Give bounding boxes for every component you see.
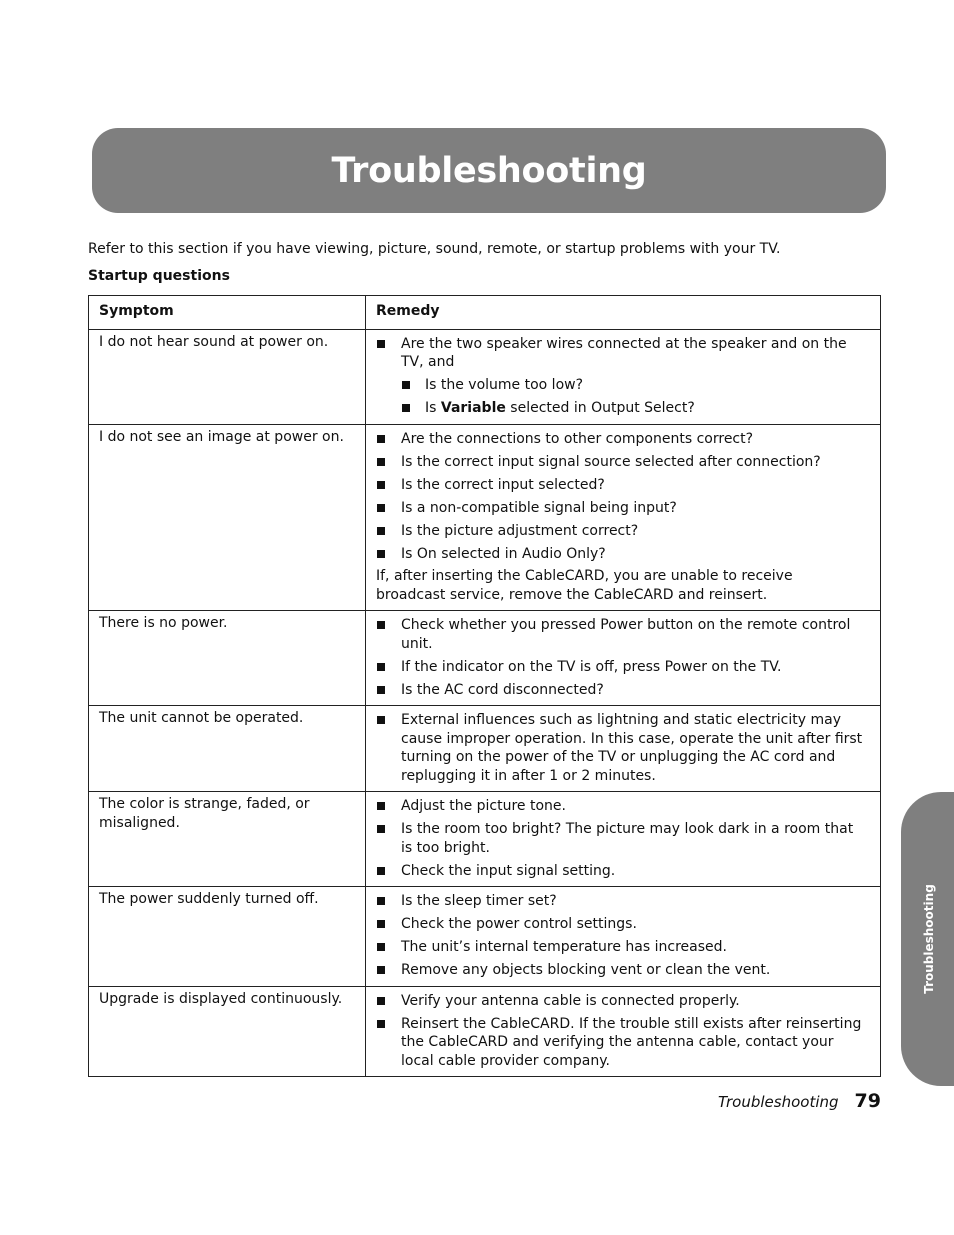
remedy-list (376, 797, 866, 880)
square-bullet-icon (377, 504, 385, 512)
remedy-item-text: Verify your antenna cable is connected properly. (401, 992, 740, 1009)
page-footer (718, 1090, 881, 1112)
remedy-item (376, 1015, 866, 1071)
remedy-cell (366, 611, 881, 706)
remedy-item (376, 711, 866, 785)
remedy-list (376, 430, 866, 564)
remedy-item (376, 476, 866, 495)
side-tab (901, 792, 954, 1086)
remedy-cell (366, 792, 881, 887)
remedy-list (376, 616, 866, 699)
remedy-item-text: External influences such as lightning and static electricity may cause improper operation. In this case, operate the unit after first turning on the power of the TV or unplugging the AC cord and replugging it in after 1 or 2 minutes. (401, 712, 863, 784)
remedy-sub-item (376, 399, 866, 418)
remedy-item-text: Is the correct input signal source selected after connection? (401, 453, 821, 470)
symptom-cell: There is no power. (89, 611, 366, 706)
remedy-item-text: Reinsert the CableCARD. If the trouble still exists after reinserting the CableCARD and verifying the antenna cable, contact your local cable provider company. (401, 1015, 862, 1069)
square-bullet-icon (377, 897, 385, 905)
remedy-item-text: Is a non-compatible signal being input? (401, 499, 677, 516)
troubleshooting-table (88, 295, 881, 1077)
remedy-item-text: Are the two speaker wires connected at the speaker and on the TV, and (401, 335, 847, 370)
square-bullet-icon (377, 825, 385, 833)
intro-text: Refer to this section if you have viewing, picture, sound, remote, or startup problems with your TV. (88, 241, 781, 257)
remedy-item-text: Is the correct input selected? (401, 476, 605, 493)
remedy-item (376, 499, 866, 518)
remedy-item (376, 992, 866, 1011)
title-banner (92, 128, 886, 213)
remedy-item (376, 616, 866, 653)
remedy-item (376, 820, 866, 857)
remedy-item-text: Is the picture adjustment correct? (401, 522, 639, 539)
remedy-item (376, 938, 866, 957)
square-bullet-icon (377, 716, 385, 724)
symptom-cell: The power suddenly turned off. (89, 887, 366, 987)
remedy-item-text: The unit’s internal temperature has increased. (401, 939, 727, 955)
table-row (89, 611, 881, 706)
remedy-item (376, 961, 866, 980)
symptom-cell: The unit cannot be operated. (89, 706, 366, 792)
table-body (89, 329, 881, 1077)
symptom-cell: I do not hear sound at power on. (89, 329, 366, 424)
remedy-item (376, 862, 866, 881)
remedy-list (376, 892, 866, 980)
square-bullet-icon (377, 686, 385, 694)
remedy-list (376, 992, 866, 1071)
remedy-sub-item-text: Is the volume too low? (425, 377, 584, 393)
square-bullet-icon (377, 550, 385, 558)
remedy-item-text: Adjust the picture tone. (401, 798, 566, 814)
square-bullet-icon (402, 404, 410, 412)
remedy-cell (366, 706, 881, 792)
remedy-item (376, 892, 866, 911)
remedy-item-text: Check whether you pressed Power button on the remote control unit. (401, 617, 851, 652)
remedy-item (376, 522, 866, 541)
remedy-item-text: Is the room too bright? The picture may look dark in a room that is too bright. (401, 821, 854, 856)
remedy-item-text: Is the sleep timer set? (401, 893, 557, 909)
square-bullet-icon (377, 867, 385, 875)
table-row (89, 706, 881, 792)
remedy-sub-item-text-end: selected in Output Select? (505, 400, 695, 416)
remedy-column-header: Remedy (366, 296, 881, 330)
remedy-item (376, 335, 866, 372)
remedy-item-text: Remove any objects blocking vent or clean the vent. (401, 962, 771, 978)
table-row (89, 329, 881, 424)
square-bullet-icon (377, 802, 385, 810)
remedy-item (376, 545, 866, 564)
remedy-cell (366, 329, 881, 424)
remedy-item (376, 453, 866, 472)
remedy-sub-list (376, 376, 866, 418)
table-header-row (89, 296, 881, 330)
square-bullet-icon (377, 458, 385, 466)
table-row (89, 986, 881, 1077)
symptom-cell: Upgrade is displayed continuously. (89, 986, 366, 1077)
remedy-sub-item (376, 376, 866, 395)
square-bullet-icon (377, 920, 385, 928)
remedy-item-text: Is On selected in Audio Only? (401, 545, 606, 562)
square-bullet-icon (377, 481, 385, 489)
section-heading: Startup questions (88, 268, 230, 284)
table-row (89, 887, 881, 987)
remedy-item-text: Check the power control settings. (401, 916, 637, 932)
table-row (89, 424, 881, 611)
remedy-list (376, 335, 866, 372)
square-bullet-icon (377, 621, 385, 629)
square-bullet-icon (377, 997, 385, 1005)
square-bullet-icon (377, 943, 385, 951)
page-number: 79 (854, 1090, 881, 1112)
square-bullet-icon (402, 381, 410, 389)
remedy-item (376, 797, 866, 816)
remedy-item (376, 681, 866, 700)
table-row (89, 792, 881, 887)
page-title: Troubleshooting (331, 150, 647, 191)
symptom-cell: I do not see an image at power on. (89, 424, 366, 611)
remedy-item-text: Check the input signal setting. (401, 862, 616, 879)
remedy-sub-item-emphasis: Variable (440, 400, 506, 416)
remedy-list (376, 711, 866, 785)
remedy-item (376, 915, 866, 934)
remedy-sub-item-text: Is (425, 400, 441, 416)
remedy-cell (366, 424, 881, 611)
remedy-item (376, 658, 866, 677)
remedy-item-text: Are the connections to other components correct? (401, 430, 754, 447)
side-tab-label: Troubleshooting (922, 884, 936, 994)
remedy-note: If, after inserting the CableCARD, you are unable to receive broadcast service, remove the CableCARD and reinsert. (376, 568, 793, 603)
square-bullet-icon (377, 966, 385, 974)
remedy-item-text: If the indicator on the TV is off, press Power on the TV. (401, 658, 782, 675)
square-bullet-icon (377, 663, 385, 671)
remedy-item-text: Is the AC cord disconnected? (401, 681, 604, 698)
square-bullet-icon (377, 527, 385, 535)
square-bullet-icon (377, 1020, 385, 1028)
remedy-cell (366, 887, 881, 987)
square-bullet-icon (377, 435, 385, 443)
symptom-cell: The color is strange, faded, or misaligned. (89, 792, 366, 887)
symptom-column-header: Symptom (89, 296, 366, 330)
remedy-cell (366, 986, 881, 1077)
square-bullet-icon (377, 340, 385, 348)
footer-section-label: Troubleshooting (718, 1093, 839, 1111)
remedy-item (376, 430, 866, 449)
